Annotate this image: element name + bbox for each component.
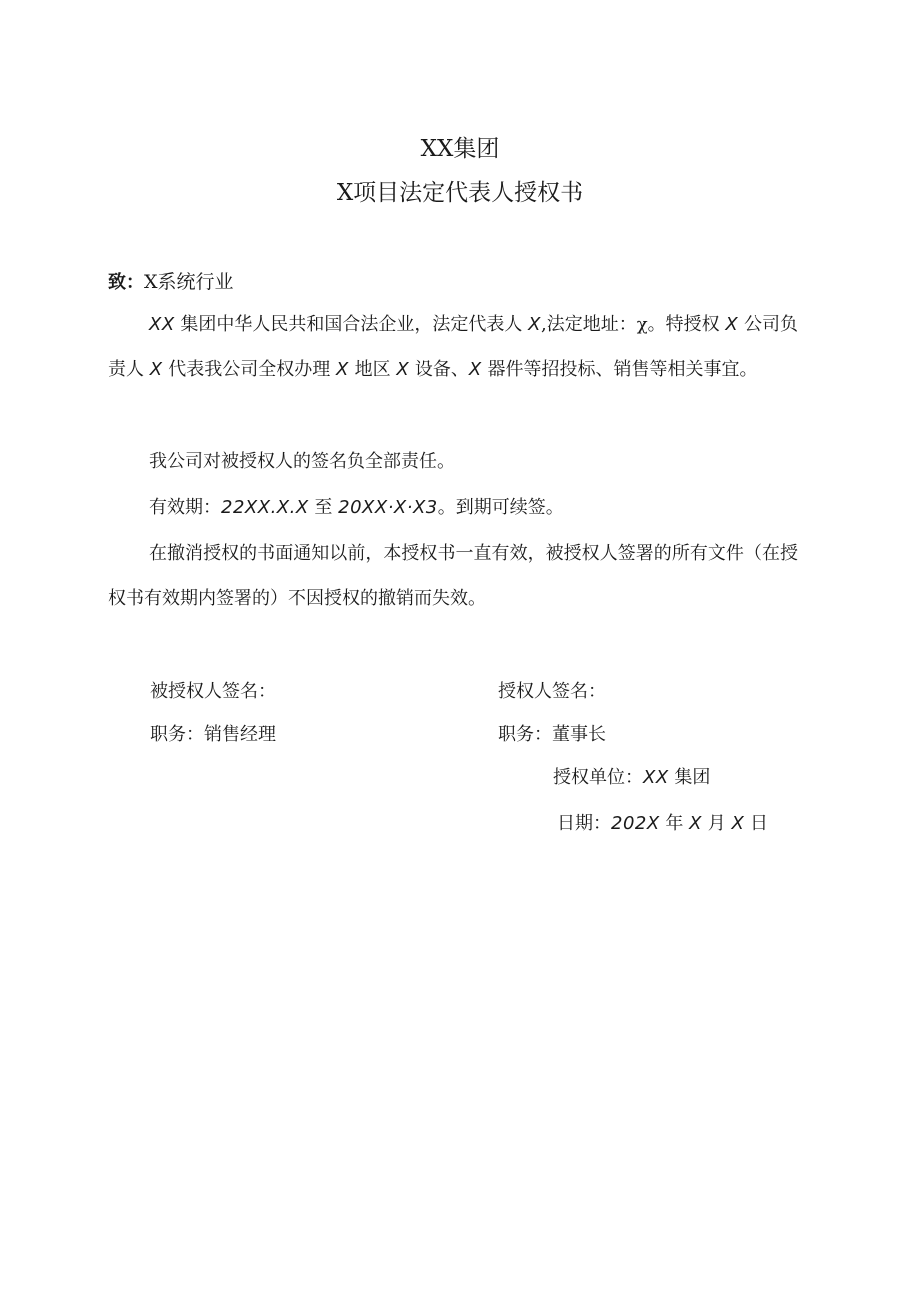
paragraph-text: 代表我公司全权办理 <box>162 359 337 380</box>
validity-label: 有效期： <box>149 497 221 518</box>
grantee-title: 职务：销售经理 <box>150 724 276 745</box>
paragraph-text: 特授权 <box>665 314 726 335</box>
date-label: 日期： <box>557 813 611 834</box>
address-text: χ。 <box>636 314 666 335</box>
authorizing-unit <box>553 764 710 792</box>
validity-suffix: 。到期可续签。 <box>437 497 564 518</box>
paragraph-text: 地区 <box>348 359 397 380</box>
date-year: 202X <box>611 813 660 834</box>
date-day: X <box>731 813 745 834</box>
placeholder-text: X <box>725 314 739 335</box>
unit-suffix: 集团 <box>668 767 711 788</box>
paragraph-validity <box>108 485 798 530</box>
placeholder-text: X <box>336 359 349 380</box>
validity-end: 20XX·X·X3 <box>338 497 438 518</box>
paragraph-text: ,法定地址： <box>541 314 637 335</box>
date-year-unit: 年 <box>659 813 690 834</box>
placeholder-text: X <box>468 359 482 380</box>
paragraph-text: 公司负责人 <box>108 314 798 380</box>
date-day-unit: 日 <box>744 813 769 834</box>
paragraph-text: 设备、 <box>409 359 469 380</box>
document-title-company: XX集团 <box>420 136 500 162</box>
validity-to: 至 <box>308 497 339 518</box>
placeholder-text: XX <box>149 314 175 335</box>
placeholder-text: X <box>396 359 410 380</box>
grantee-signature-label: 被授权人签名： <box>150 681 276 702</box>
grantor-signature-label: 授权人签名： <box>498 681 606 702</box>
unit-label: 授权单位： <box>553 767 643 788</box>
date-month: X <box>689 813 702 834</box>
date-month-unit: 月 <box>701 813 732 834</box>
validity-start: 22XX.X.X <box>221 497 309 518</box>
unit-value: XX <box>643 767 669 788</box>
paragraph-text: 器件等招投标、销售等相关事宜。 <box>481 359 758 380</box>
grantor-title: 职务：董事长 <box>498 724 606 745</box>
paragraph-revocation: 在撤消授权的书面通知以前，本授权书一直有效，被授权人签署的所有文件（在授权书有效期内签署的）不因授权的撤销而失效。 <box>108 543 798 609</box>
document-title: X项目法定代表人授权书 <box>336 180 584 206</box>
addressee-label: 致： <box>108 272 144 293</box>
paragraph-responsibility: 我公司对被授权人的签名负全部责任。 <box>149 451 455 472</box>
paragraph-text: 集团中华人民共和国合法企业，法定代表人 <box>174 314 529 335</box>
addressee-name: X系统行业 <box>144 271 234 293</box>
placeholder-text: X <box>528 314 541 335</box>
document-date <box>557 810 768 838</box>
paragraph-authorization <box>108 302 798 392</box>
placeholder-text: X <box>149 359 163 380</box>
addressee <box>108 268 234 297</box>
